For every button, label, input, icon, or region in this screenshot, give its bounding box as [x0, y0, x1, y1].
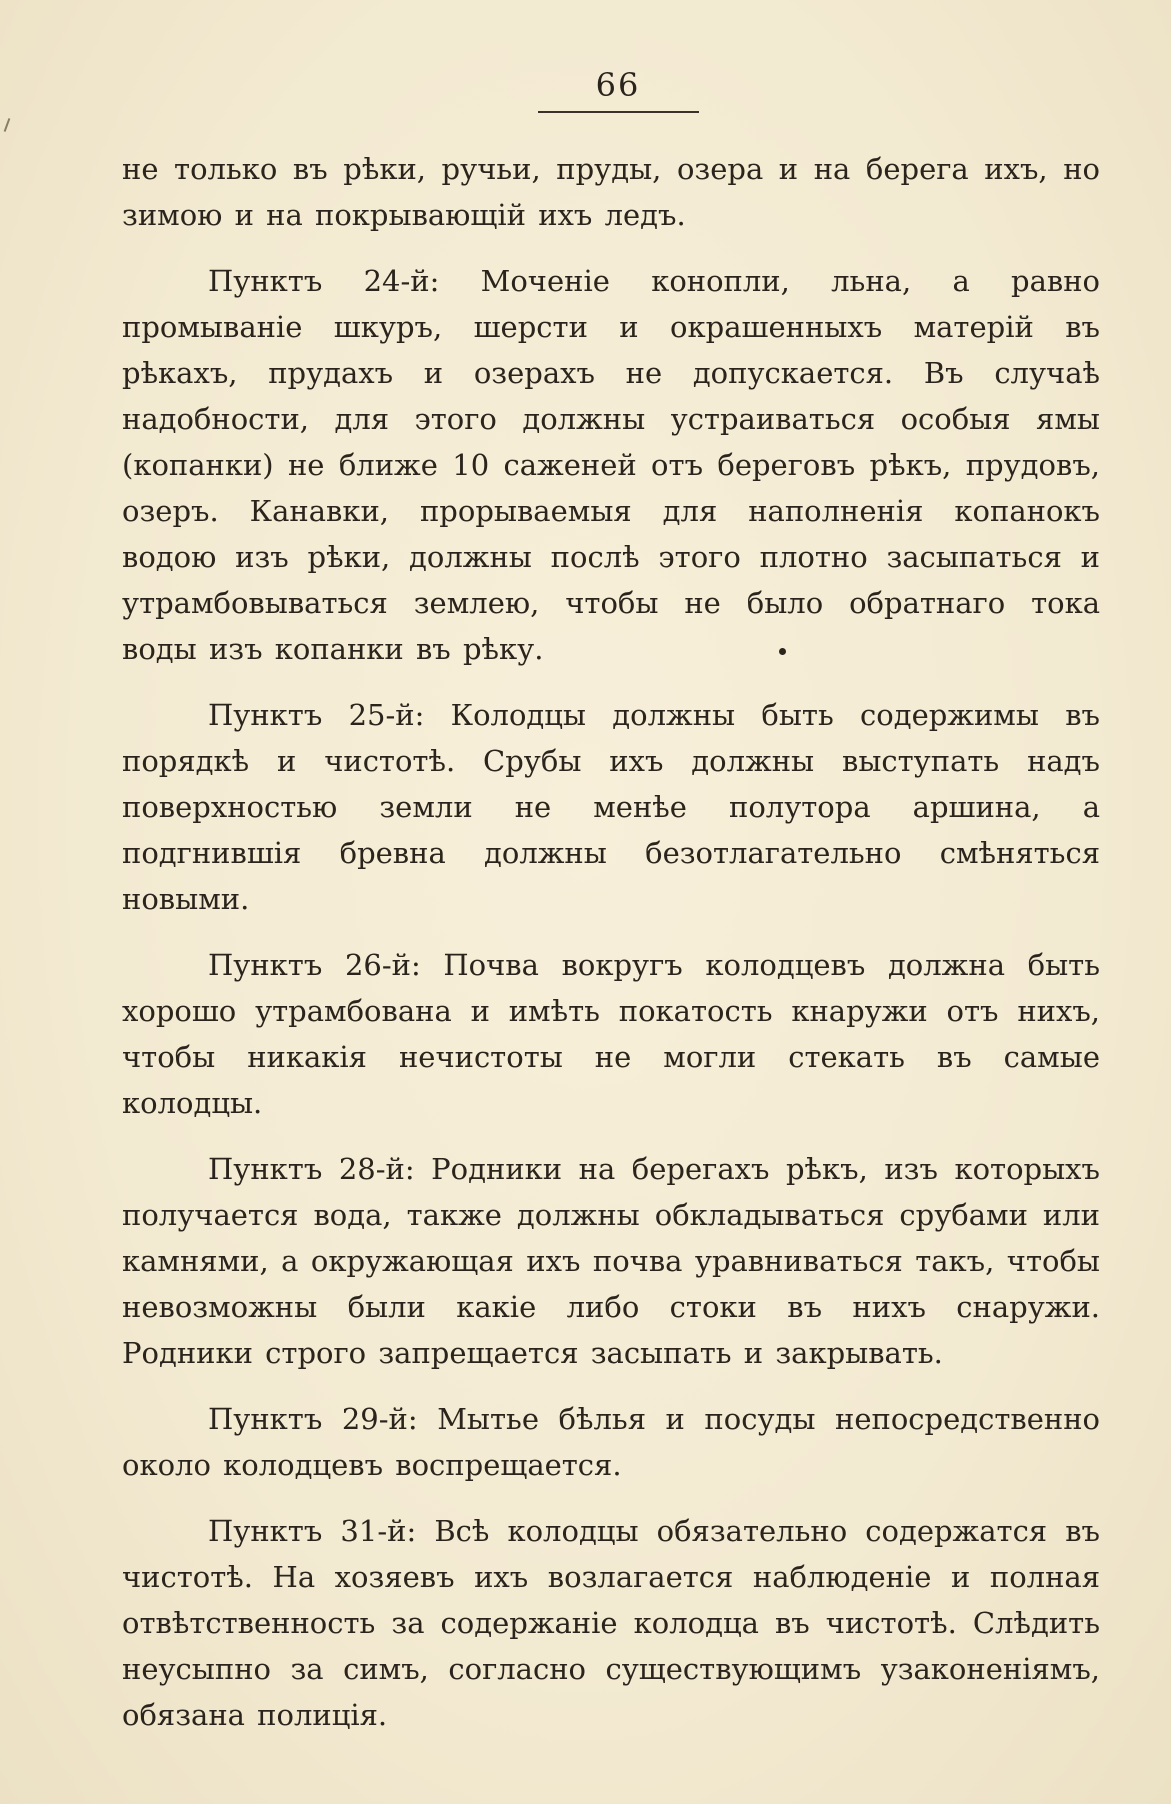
paragraph-continuation: не только въ рѣки, ручьи, пруды, озера и на берега ихъ, но зимою и на покрывающій ихъ ледъ. — [122, 152, 1100, 232]
page-number: 66 — [595, 66, 641, 104]
header-rule — [538, 111, 699, 113]
paragraph-punkt-31: Пунктъ 31-й: Всѣ колодцы обязательно содержатся въ чистотѣ. На хозяевъ ихъ возлагается наблюденіе и полная отвѣтственность за содержаніе колодца въ чистотѣ. Слѣдить неусыпно за симъ, согласно существующимъ узаконеніямъ, обязана полиція. — [122, 1514, 1100, 1732]
paragraph-punkt-29: Пунктъ 29-й: Мытье бѣлья и посуды непосредственно около колодцевъ воспрещается. — [122, 1402, 1100, 1482]
paragraph-punkt-24: Пунктъ 24-й: Моченіе конопли, льна, а равно промываніе шкуръ, шерсти и окрашенныхъ матерій въ рѣкахъ, прудахъ и озерахъ не допускается. Въ случаѣ надобности, для этого должны устраиваться особыя ямы (копанки) не ближе 10 саженей отъ береговъ рѣкъ, прудовъ, озеръ. Канавки, прорываемыя для наполненія копанокъ водою изъ рѣки, должны послѣ этого плотно засыпаться и утрамбовываться землею, чтобы не было обратнаго тока воды изъ копанки въ рѣку. — [122, 264, 1100, 666]
margin-mark — [4, 118, 11, 132]
paragraph-punkt-25: Пунктъ 25-й: Колодцы должны быть содержимы въ порядкѣ и чистотѣ. Срубы ихъ должны выступать надъ поверхностью земли не менѣе полутора аршина, а подгнившія бревна должны безотлагательно смѣняться новыми. — [122, 698, 1100, 916]
paragraph-punkt-28: Пунктъ 28-й: Родники на берегахъ рѣкъ, изъ которыхъ получается вода, также должны обкладываться срубами или камнями, а окружающая ихъ почва уравниваться такъ, чтобы невозможны были какіе либо стоки въ нихъ снаружи. Родники строго запрещается засыпать и закрывать. — [122, 1152, 1100, 1370]
body-text — [122, 146, 1100, 1758]
ink-dot — [779, 648, 786, 655]
paragraph-punkt-26: Пунктъ 26-й: Почва вокругъ колодцевъ должна быть хорошо утрамбована и имѣть покатость кнаружи отъ нихъ, чтобы никакія нечистоты не могли стекать въ самые колодцы. — [122, 948, 1100, 1120]
